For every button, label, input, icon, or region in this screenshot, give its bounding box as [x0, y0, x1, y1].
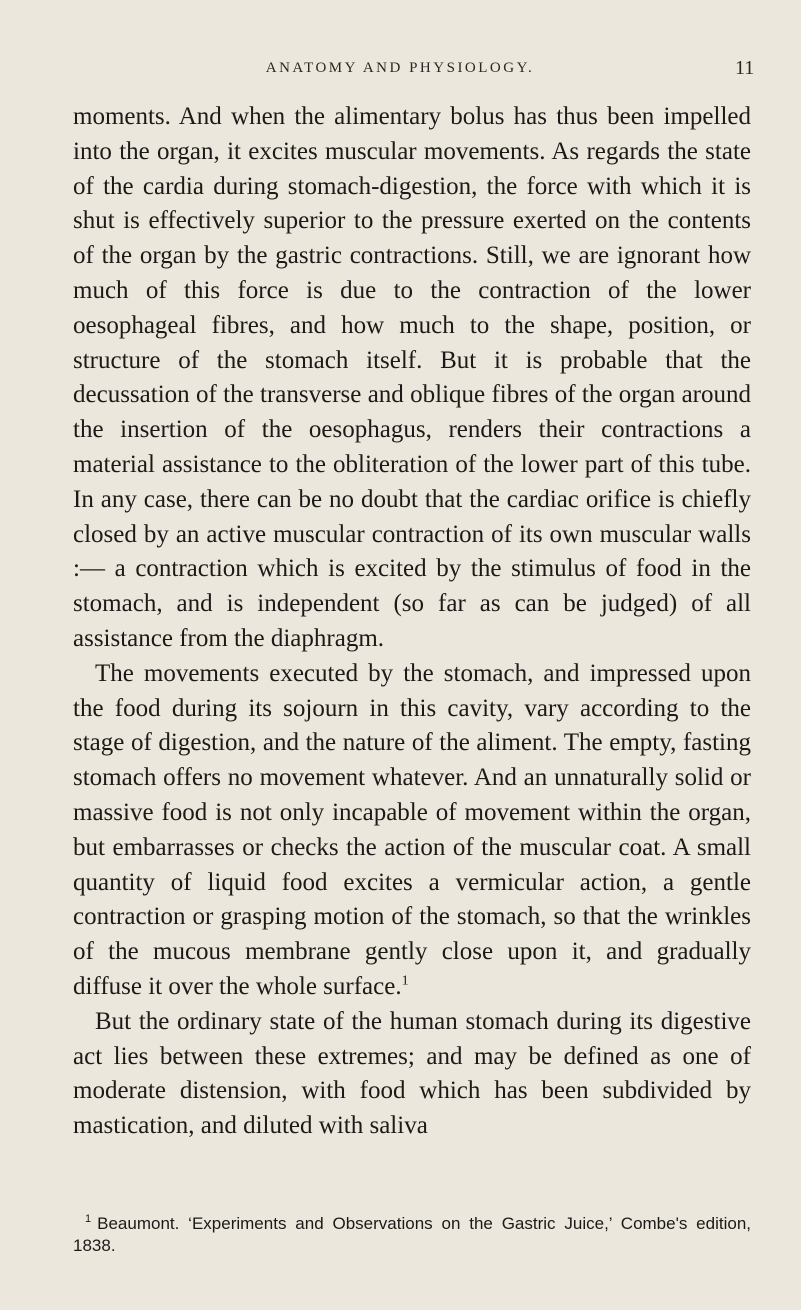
paragraph-1: moments. And when the alimentary bolus has thus been impelled into the organ, it excites muscular movements. As regards the state of the cardia during stomach-digestion, the force with which it is shut is effectively superior to the pressure exerted on the contents of the organ by the gastric contractions. Still, we are ignorant how much of this force is due to the contraction of the lower oesophageal fibres, and how much to the shape, position, or structure of the stomach itself. But it is probable that the decussation of the transverse and oblique fibres of the organ around the insertion of the oesophagus, renders their contractions a material assistance to the obliteration of the lower part of this tube. In any case, there can be no doubt that the cardiac orifice is chiefly closed by an active muscular contraction of its own muscular walls :— a contraction which is excited by the stimulus of food in the stomach, and is independent (so far as can be judged) of all assistance from the diaphragm.: [73, 103, 751, 652]
footnote-text: Beaumont. ‘Experiments and Observations on the Gastric Juice,’ Combe's edition, 1838.: [73, 1214, 751, 1255]
paragraph-2: [73, 657, 751, 1005]
footnote-reference: 1: [401, 973, 409, 989]
paragraph-3: But the ordinary state of the human stomach during its digestive act lies between these extremes; and may be defined as one of moderate distension, with food which has been subdivided by mastication, and diluted with saliva: [73, 1007, 751, 1140]
body-text: [73, 100, 751, 1144]
footnote: [73, 1213, 751, 1257]
page-number: 11: [735, 57, 755, 79]
paragraph-2-text: The movements executed by the stomach, and impressed upon the food during its sojourn in this cavity, vary according to the stage of digestion, and the nature of the aliment. The empty, fasting stomach offers no movement whatever. And an unnaturally solid or massive food is not only incapable of movement within the organ, but embarrasses or checks the action of the muscular coat. A small quantity of liquid food excites a vermicular action, a gentle contraction or grasping motion of the stomach, so that the wrinkles of the mucous membrane gently close upon it, and gradually diffuse it over the whole surface.: [73, 659, 751, 1000]
running-head: [0, 57, 801, 84]
footnote-marker: 1: [85, 1213, 92, 1226]
running-title: ANATOMY AND PHYSIOLOGY.: [265, 60, 535, 76]
